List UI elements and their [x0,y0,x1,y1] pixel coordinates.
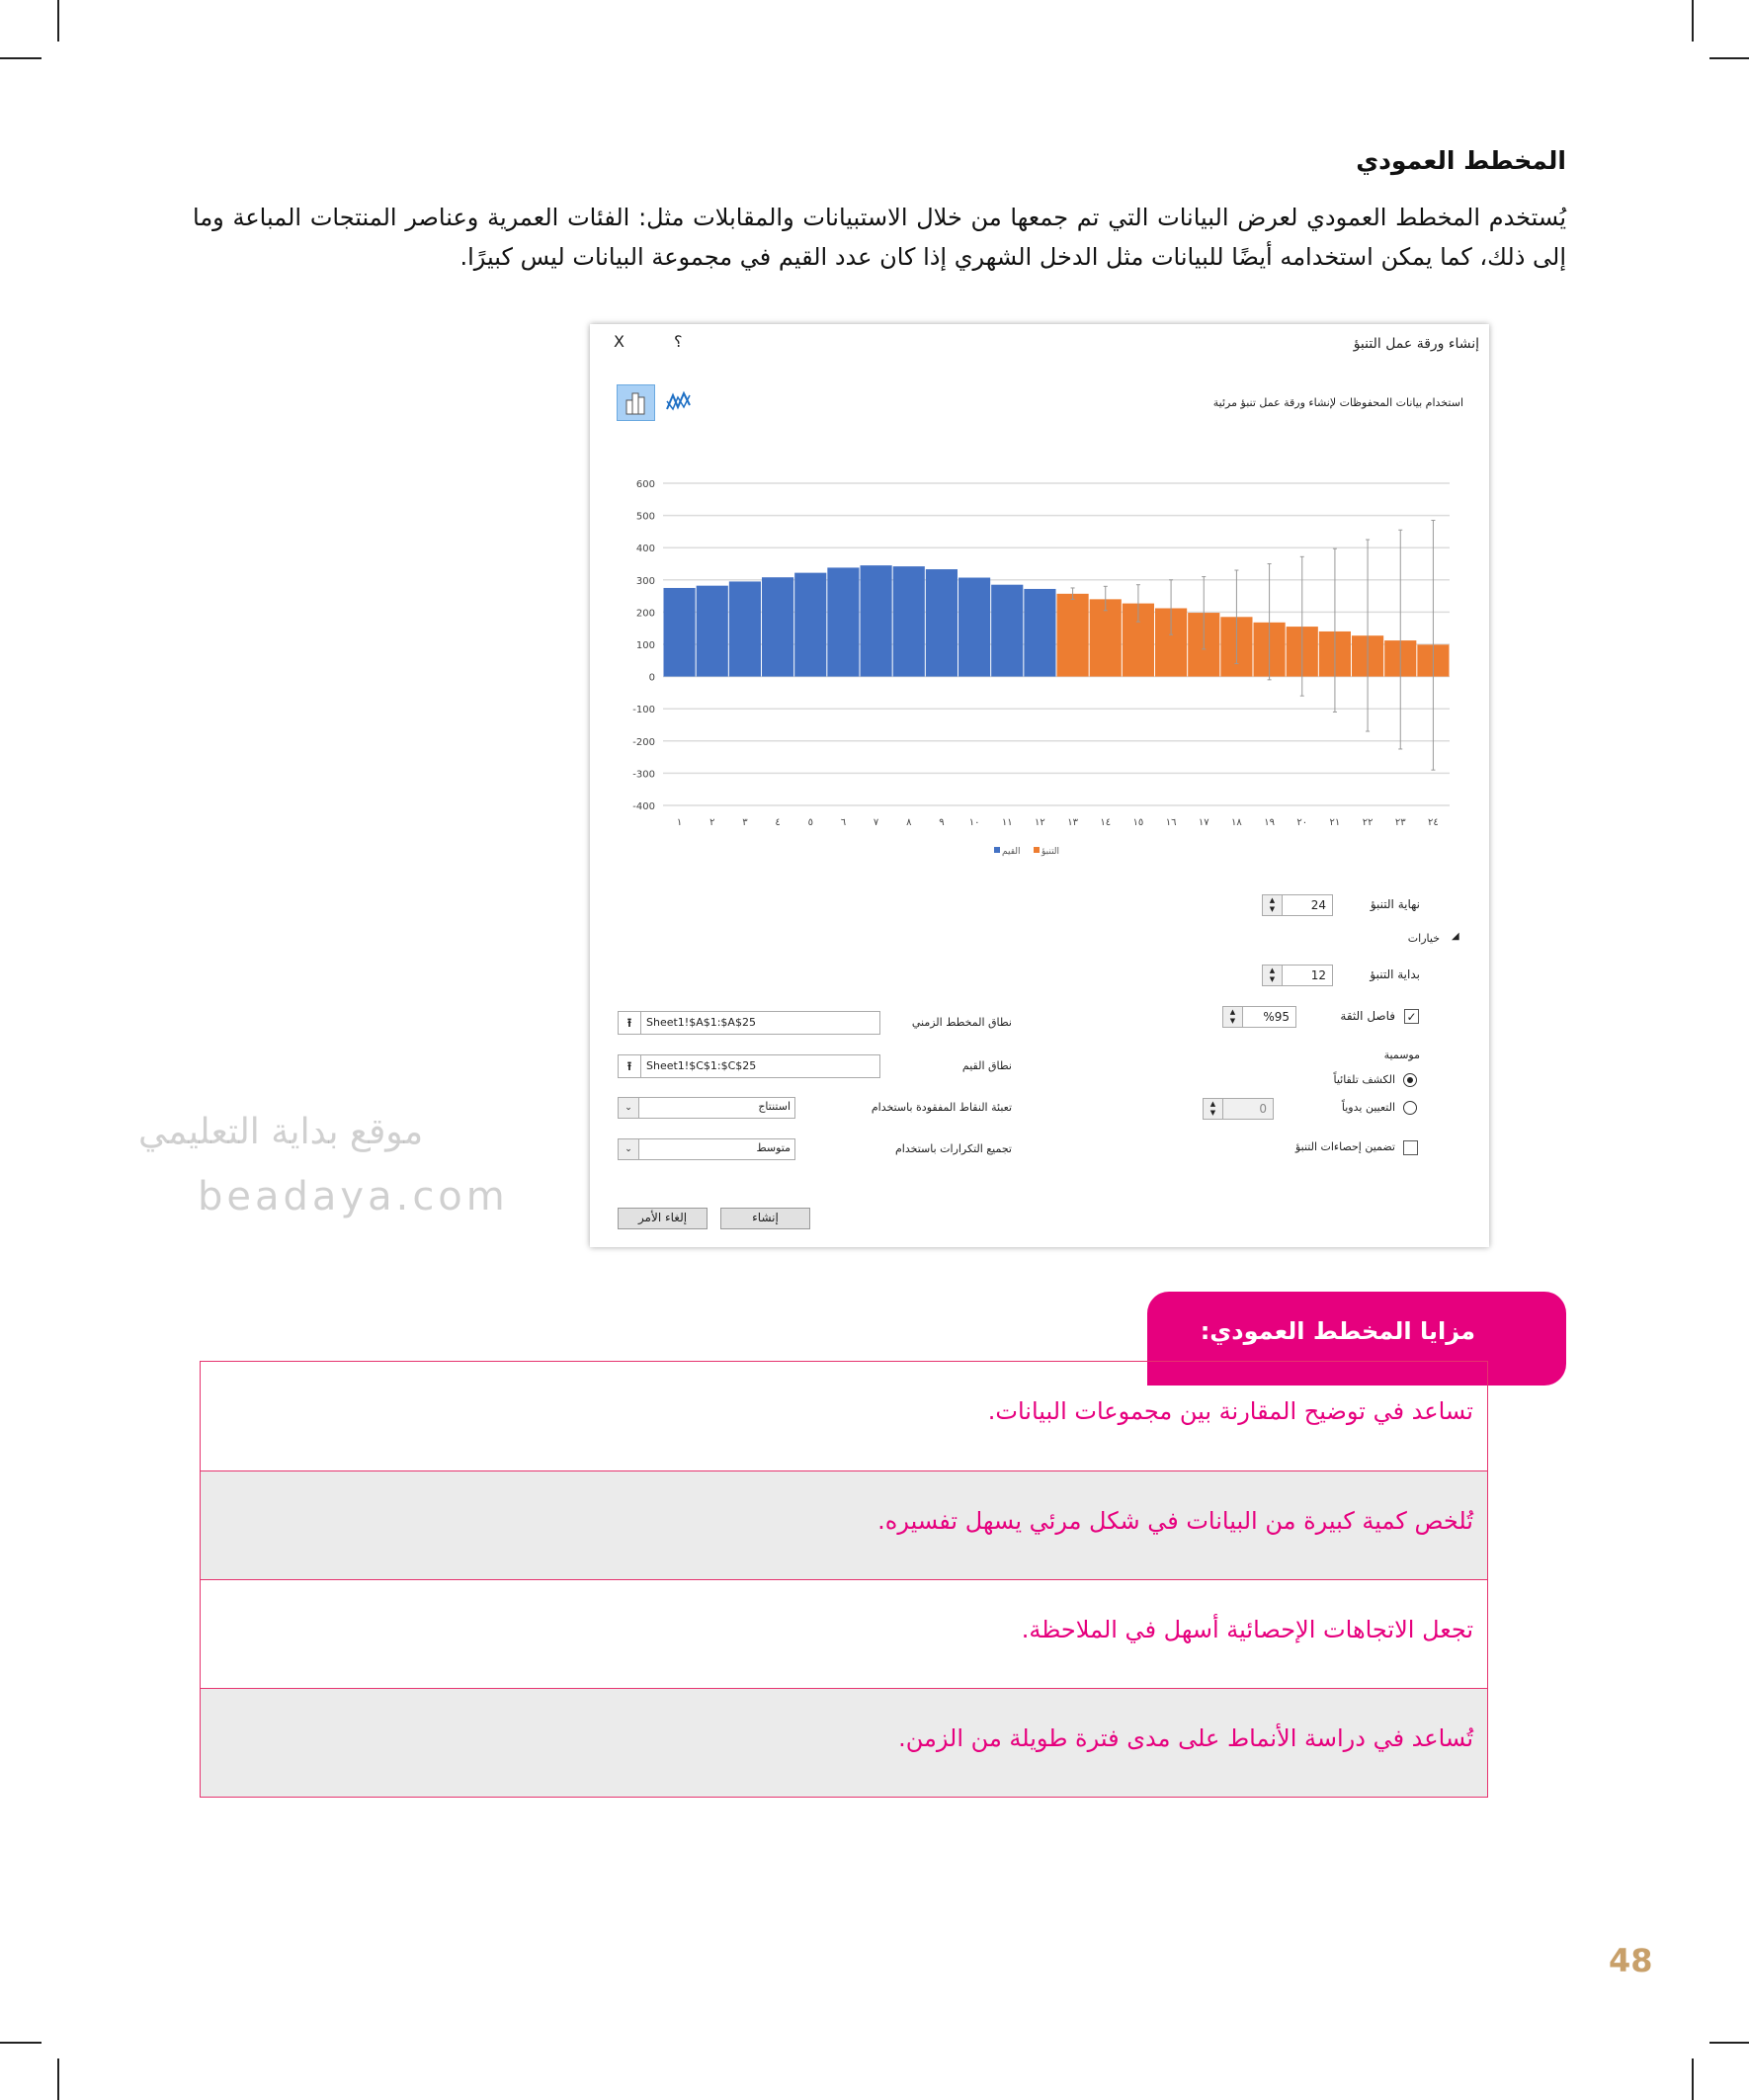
cancel-button[interactable]: إلغاء الأمر [618,1208,708,1229]
x-tick-label: ٣ [742,817,748,828]
x-tick-label: ١٥ [1132,817,1144,828]
bar [664,588,696,677]
x-tick-label: ٤ [775,817,781,828]
y-tick-label: 300 [635,575,655,587]
x-tick-label: ١١ [1001,817,1013,828]
bar [827,567,859,676]
bar [762,577,793,676]
crop-mark [1692,2058,1694,2100]
x-tick-label: ٥ [807,817,813,828]
legend-swatch [994,847,1000,853]
crop-mark [1692,0,1694,42]
legend-label: القيم [1002,847,1021,857]
y-tick-label: -400 [632,801,655,812]
bar [1057,594,1089,677]
y-tick-label: 500 [635,511,655,523]
y-tick-label: 100 [635,640,655,651]
x-tick-label: ٨ [906,817,912,828]
bar [1024,589,1055,677]
confidence-label: فاصل الثقة [1340,1009,1395,1023]
advantages-table [200,1361,1488,1798]
bar [991,585,1023,677]
x-tick-label: ٢٢ [1362,817,1374,828]
include-stats-label: تضمين إحصاءات التنبؤ [1294,1140,1395,1153]
collapse-triangle-icon[interactable]: ◢ [1452,931,1459,942]
confidence-checkbox[interactable]: ✓ [1404,1009,1419,1024]
table-row [201,1579,1487,1688]
crop-mark [1709,57,1749,59]
collapse-upload-icon[interactable]: ⭱ [619,1055,641,1077]
forecast-start-label: بداية التنبؤ [1370,967,1420,981]
chevron-down-icon[interactable]: ⌄ [619,1139,639,1159]
x-tick-label: ١ [676,817,683,828]
values-label: نطاق القيم [961,1059,1012,1072]
spinner-icon[interactable]: ▲ ▼ [1263,966,1283,985]
dialog-subtitle: استخدام بيانات المحفوظات لإنشاء ورقة عمل تنبؤ مرئية [1212,396,1463,409]
x-tick-label: ٩ [939,817,945,828]
include-stats-checkbox[interactable] [1403,1140,1418,1155]
manual-stepper[interactable] [1203,1098,1274,1120]
timeline-value: Sheet1!$A$1:$A$25 [646,1016,756,1029]
watermark-arabic: موقع بداية التعليمي [138,1112,424,1152]
forecast-start-value: 12 [1310,968,1326,982]
x-tick-label: ٢ [709,817,715,828]
bar [794,573,826,677]
collapse-upload-icon[interactable]: ⭱ [619,1012,641,1034]
confidence-stepper[interactable] [1222,1006,1296,1028]
manual-radio[interactable] [1403,1101,1417,1115]
x-tick-label: ١٤ [1100,817,1112,828]
table-row [201,1362,1487,1470]
create-button[interactable]: إنشاء [720,1208,810,1229]
y-tick-label: 600 [635,479,655,490]
forecast-end-stepper[interactable] [1262,894,1333,916]
forecast-start-stepper[interactable] [1262,965,1333,986]
bar [729,581,761,676]
legend-label: التنبؤ [1041,847,1060,857]
x-tick-label: ٢٣ [1394,817,1406,828]
bar [893,566,925,676]
y-tick-label: -200 [632,736,655,748]
crop-mark [57,0,59,42]
auto-detect-label: الكشف تلقائياً [1333,1073,1395,1086]
timeline-range-input[interactable] [618,1011,880,1035]
forecast-end-label: نهاية التنبؤ [1370,897,1420,911]
x-tick-label: ٢٠ [1296,817,1308,828]
help-button[interactable]: ؟ [674,332,683,351]
x-tick-label: ٦ [840,817,847,828]
table-row [201,1470,1487,1579]
manual-label: التعيين يدوياً [1341,1101,1395,1114]
dialog-title: إنشاء ورقة عمل التنبؤ [1353,336,1479,352]
spinner-icon[interactable]: ▲ ▼ [1204,1099,1223,1119]
bar [697,586,728,677]
values-range-input[interactable] [618,1054,880,1078]
x-tick-label: ١٧ [1198,817,1209,828]
intro-paragraph: يُستخدم المخطط العمودي لعرض البيانات التي تم جمعها من خلال الاستبيانات والمقابلات مثل: الفئات العمرية وعناصر المنتجات المباعة وما إلى ذلك، كما يمكن استخدامه أيضًا للبيانات مثل الدخل الشهري إذا كان عدد القيم في مجموعة البيانات ليس كبيرًا. [193,204,1566,271]
advantage-text: تُلخص كمية كبيرة من البيانات في شكل مرئي يسهل تفسيره. [877,1507,1473,1535]
bar [861,565,892,676]
spinner-icon[interactable]: ▲ ▼ [1263,895,1283,915]
forecast-dialog [590,324,1489,1247]
bar [926,569,958,677]
x-tick-label: ١٠ [968,817,980,828]
options-toggle[interactable]: خيارات [1407,932,1440,945]
fill-missing-dropdown[interactable] [618,1097,795,1119]
y-tick-label: 200 [635,608,655,620]
crop-mark [0,57,42,59]
aggregate-value: متوسط [756,1141,791,1154]
confidence-value: %95 [1263,1010,1290,1024]
spinner-icon[interactable]: ▲ ▼ [1223,1007,1243,1027]
y-tick-label: 0 [648,672,655,684]
x-tick-label: ١٨ [1231,817,1242,828]
x-tick-label: ٢١ [1329,817,1341,828]
crop-mark [57,2058,59,2100]
aggregate-dropdown[interactable] [618,1138,795,1160]
section-title: المخطط العمودي [1356,146,1566,175]
close-button[interactable]: X [614,332,625,351]
x-tick-label: ٧ [873,817,879,828]
auto-detect-radio[interactable] [1403,1073,1417,1087]
y-tick-label: -100 [632,705,655,716]
x-tick-label: ١٢ [1035,817,1045,828]
x-tick-label: ١٦ [1165,817,1177,828]
y-tick-label: 400 [635,544,655,555]
bar [958,578,990,677]
aggregate-label: تجميع التكرارات باستخدام [894,1142,1012,1155]
crop-mark [1709,2042,1749,2044]
advantage-text: تجعل الاتجاهات الإحصائية أسهل في الملاحظة. [1021,1616,1473,1643]
table-row [201,1688,1487,1797]
advantages-title: مزايا المخطط العمودي: [1200,1317,1475,1345]
fill-missing-value: استنتاج [758,1100,791,1113]
page-number: 48 [1609,1942,1653,1979]
manual-value: 0 [1259,1102,1267,1116]
forecast-end-value: 24 [1310,898,1326,912]
forecast-chart [590,324,1489,868]
timeline-label: نطاق المخطط الزمني [911,1016,1012,1029]
x-tick-label: ١٩ [1264,817,1275,828]
advantage-text: تساعد في توضيح المقارنة بين مجموعات البيانات. [987,1397,1473,1425]
x-tick-label: ١٣ [1067,817,1078,828]
seasonality-label: موسمية [1383,1049,1420,1061]
y-tick-label: -300 [632,769,655,781]
chevron-down-icon[interactable]: ⌄ [619,1098,639,1118]
crop-mark [0,2042,42,2044]
values-value: Sheet1!$C$1:$C$25 [646,1059,757,1072]
x-tick-label: ٢٤ [1428,817,1439,828]
fill-missing-label: تعبئة النقاط المفقودة باستخدام [871,1101,1012,1114]
advantage-text: تُساعد في دراسة الأنماط على مدى فترة طويلة من الزمن. [898,1724,1473,1752]
watermark-latin: beadaya.com [198,1174,509,1219]
legend-swatch [1034,847,1040,853]
